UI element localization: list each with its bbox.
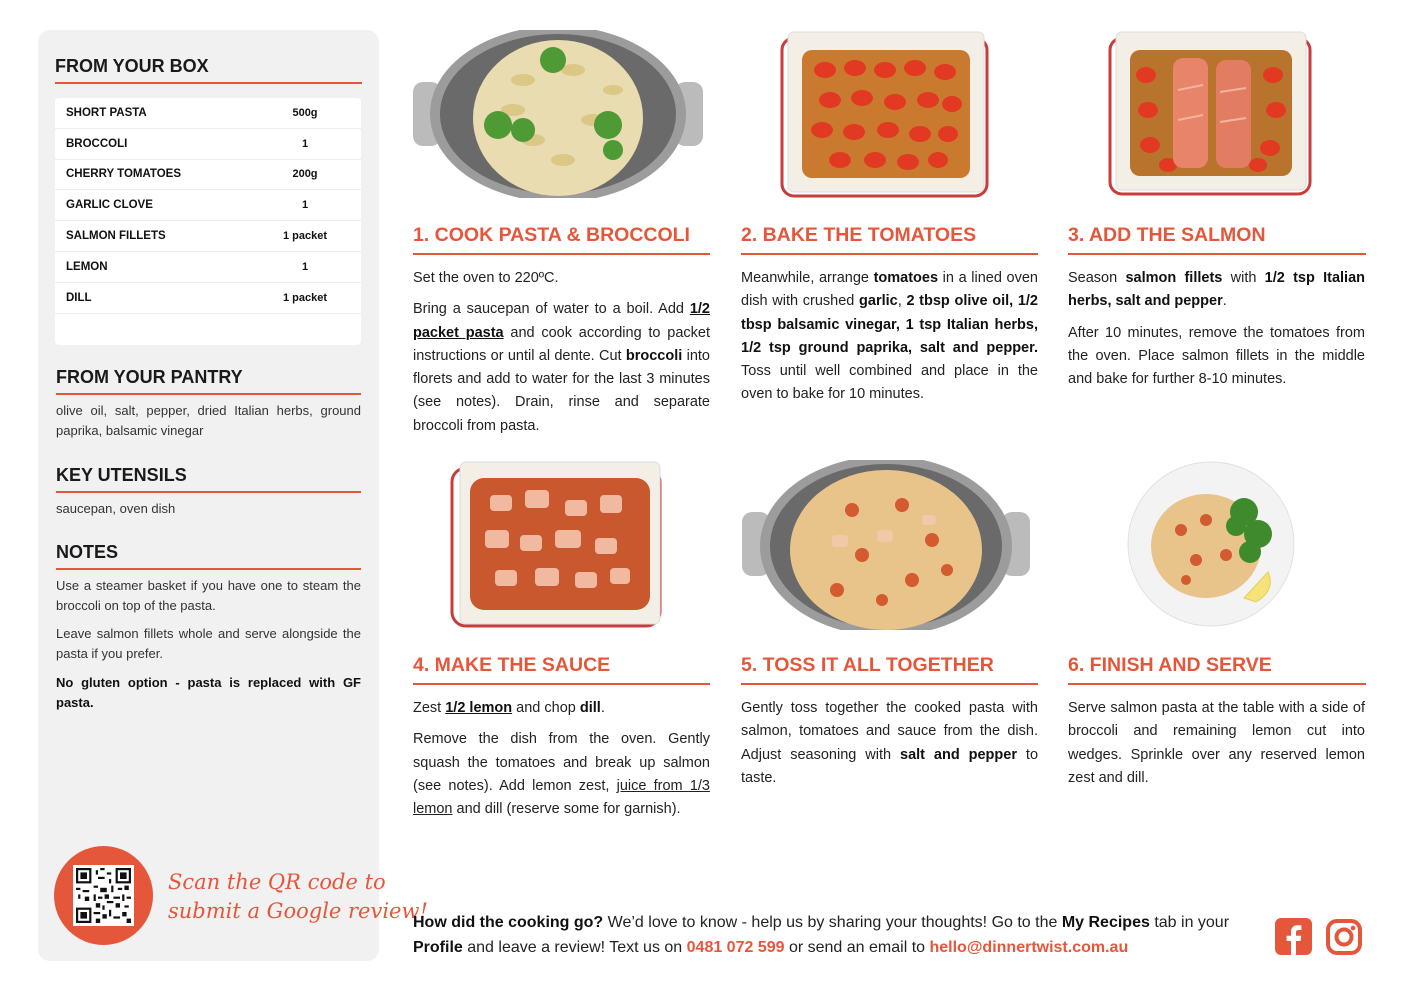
ingredient-highlight: 1/2 packet pasta — [413, 301, 710, 341]
email-link[interactable]: hello@dinnertwist.com.au — [929, 939, 1129, 956]
ingredient-name: GARLIC CLOVE — [66, 199, 153, 212]
instagram-icon[interactable] — [1325, 918, 1363, 956]
ingredient-highlight: 1/2 lemon — [445, 700, 513, 716]
table-row — [55, 190, 361, 221]
ingredient-name: SHORT PASTA — [66, 106, 147, 119]
text: Gently toss together the cooked pasta with salmon, tomatoes and sauce from the dish. Adjust seasoning with — [741, 700, 1038, 763]
text: and chop — [512, 700, 580, 716]
ingredient-highlight: garlic — [859, 293, 898, 310]
step-3-title: 3. ADD THE SALMON — [1068, 224, 1266, 246]
ingredient-name: DILL — [66, 291, 92, 304]
text: into florets and add to water for the last 3 minutes (see notes). Drain, rinse and separate broccoli from pasta. — [413, 347, 710, 434]
step-3-para-2: After 10 minutes, remove the tomatoes from the oven. Place salmon fillets in the middle and bake for further 8-10 minutes. — [1068, 324, 1365, 388]
text: or send an email to — [784, 939, 930, 956]
step-1-para-2 — [413, 298, 710, 438]
divider — [55, 82, 362, 84]
divider — [741, 253, 1038, 255]
step-1-title: 1. COOK PASTA & BROCCOLI — [413, 224, 690, 246]
table-row — [55, 283, 361, 314]
step-6-para-1: Serve salmon pasta at the table with a side of broccoli and remaining lemon cut into wedges. Sprinkle over any reserved lemon zest and dill. — [1068, 700, 1365, 786]
step-5-title: 5. TOSS IT ALL TOGETHER — [741, 654, 994, 676]
ingredient-qty: 1 — [301, 137, 309, 150]
ingredient-name: SALMON FILLETS — [66, 230, 166, 243]
ingredient-highlight: juice from 1/3 lemon — [413, 777, 710, 818]
text: and dill (reserve some for garnish). — [452, 801, 681, 818]
step-6-title: 6. FINISH AND SERVE — [1068, 654, 1272, 676]
tomatoes-dish-photo — [780, 30, 990, 198]
text: Remove the dish from the oven. Gently squash the tomatoes and break up salmon (see notes). Add lemon zest, — [413, 731, 710, 794]
ingredient-qty: 1 — [301, 199, 309, 212]
divider — [741, 683, 1038, 685]
gluten-note: No gluten option - pasta is replaced with GF pasta. — [56, 675, 361, 710]
phone-link[interactable]: 0481 072 599 — [686, 939, 785, 956]
divider — [56, 491, 361, 493]
my-recipes-link[interactable]: My Recipes — [1061, 914, 1150, 931]
ingredient-highlight: salt and pepper — [900, 746, 1017, 763]
ingredient-highlight: 2 tbsp olive oil, 1/2 tbsp balsamic vinegar, 1 tsp Italian herbs, 1/2 tsp ground paprika, salt and pepper. — [741, 293, 1038, 356]
step-4-title: 4. MAKE THE SAUCE — [413, 654, 611, 676]
note-1: Use a steamer basket if you have one to steam the broccoli on top of the pasta. — [56, 578, 361, 613]
ingredient-highlight: dill — [579, 700, 601, 716]
text: , — [897, 293, 907, 310]
step-5-para-1 — [741, 697, 1038, 790]
table-row — [55, 160, 361, 191]
table-row — [55, 252, 361, 283]
text: Season — [1068, 270, 1126, 286]
table-row — [55, 98, 361, 129]
pantry-heading: FROM YOUR PANTRY — [56, 367, 243, 387]
ingredients-table — [55, 98, 361, 345]
notes-heading: NOTES — [56, 542, 119, 562]
pantry-text: olive oil, salt, pepper, dried Italian herbs, ground paprika, balsamic vinegar — [56, 403, 361, 438]
text: and leave a review! Text us on — [462, 939, 687, 956]
ingredient-highlight: salmon fillets — [1125, 270, 1223, 286]
step-5-text — [741, 697, 1038, 798]
step-1-para-1: Set the oven to 220ºC. — [413, 270, 559, 286]
ingredient-qty: 200g — [292, 168, 318, 181]
table-row — [55, 129, 361, 160]
salmon-dish-photo — [1108, 30, 1313, 198]
step-3-para-1 — [1068, 267, 1365, 314]
divider — [1068, 253, 1366, 255]
text: tab in your — [1149, 914, 1230, 931]
sauce-dish-photo — [450, 460, 672, 630]
ingredient-highlight: 1/2 tsp Italian herbs, salt and pepper — [1068, 270, 1365, 310]
divider — [1068, 683, 1366, 685]
divider — [56, 568, 361, 570]
ingredient-highlight: tomatoes — [873, 270, 939, 286]
note-2: Leave salmon fillets whole and serve alongside the pasta if you prefer. — [56, 626, 361, 661]
ingredient-qty: 1 packet — [282, 230, 328, 243]
text: in a lined oven dish with crushed — [741, 270, 1038, 310]
divider — [56, 393, 361, 395]
utensils-text: saucepan, oven dish — [56, 501, 176, 516]
plated-dish-photo — [1126, 460, 1296, 628]
table-row — [55, 221, 361, 252]
utensils-heading: KEY UTENSILS — [56, 465, 187, 485]
toss-pot-photo — [742, 460, 1030, 630]
ingredient-qty: 500g — [292, 106, 318, 119]
step-4-para-2 — [413, 728, 710, 821]
ingredient-name: LEMON — [66, 260, 108, 273]
ingredient-qty: 1 — [301, 260, 309, 273]
ingredient-name: CHERRY TOMATOES — [66, 168, 182, 181]
step-2-title: 2. BAKE THE TOMATOES — [741, 224, 977, 246]
ingredient-qty: 1 packet — [282, 291, 328, 304]
step-1-text — [413, 267, 710, 446]
step-2-para-1 — [741, 267, 1038, 407]
ingredient-name: BROCCOLI — [66, 137, 128, 150]
text: . — [600, 700, 605, 716]
text: to taste. — [741, 746, 1039, 786]
text: Zest — [413, 700, 446, 716]
text: We’d love to know - help us by sharing your thoughts! Go to the — [603, 914, 1062, 931]
text: . — [1222, 293, 1227, 310]
feedback-footer — [413, 910, 1263, 960]
step-4-para-1 — [413, 697, 710, 720]
text: Bring a saucepan of water to a boil. Add — [413, 301, 690, 318]
qr-caption-line1: Scan the QR code to — [168, 870, 386, 894]
text: with — [1222, 270, 1265, 286]
text: and cook according to packet instructions or until al dente. Cut — [413, 324, 710, 364]
profile-link[interactable]: Profile — [413, 939, 463, 956]
qr-caption — [168, 868, 428, 926]
step-4-text — [413, 697, 710, 829]
divider — [413, 253, 710, 255]
from-your-box-heading: FROM YOUR BOX — [55, 56, 209, 76]
step-2-text — [741, 267, 1038, 415]
pasta-pot-photo — [413, 30, 703, 198]
divider — [413, 683, 710, 685]
facebook-icon[interactable] — [1275, 918, 1312, 955]
qr-code-icon[interactable] — [73, 865, 134, 926]
text: Meanwhile, arrange — [741, 270, 874, 286]
step-6-text — [1068, 697, 1365, 798]
step-3-text — [1068, 267, 1365, 399]
feedback-question: How did the cooking go? — [413, 914, 604, 931]
text: Toss until well combined and place in the oven to bake for 10 minutes. — [741, 363, 1038, 403]
ingredient-highlight: broccoli — [625, 347, 683, 364]
qr-caption-line2: submit a Google review! — [168, 899, 428, 923]
